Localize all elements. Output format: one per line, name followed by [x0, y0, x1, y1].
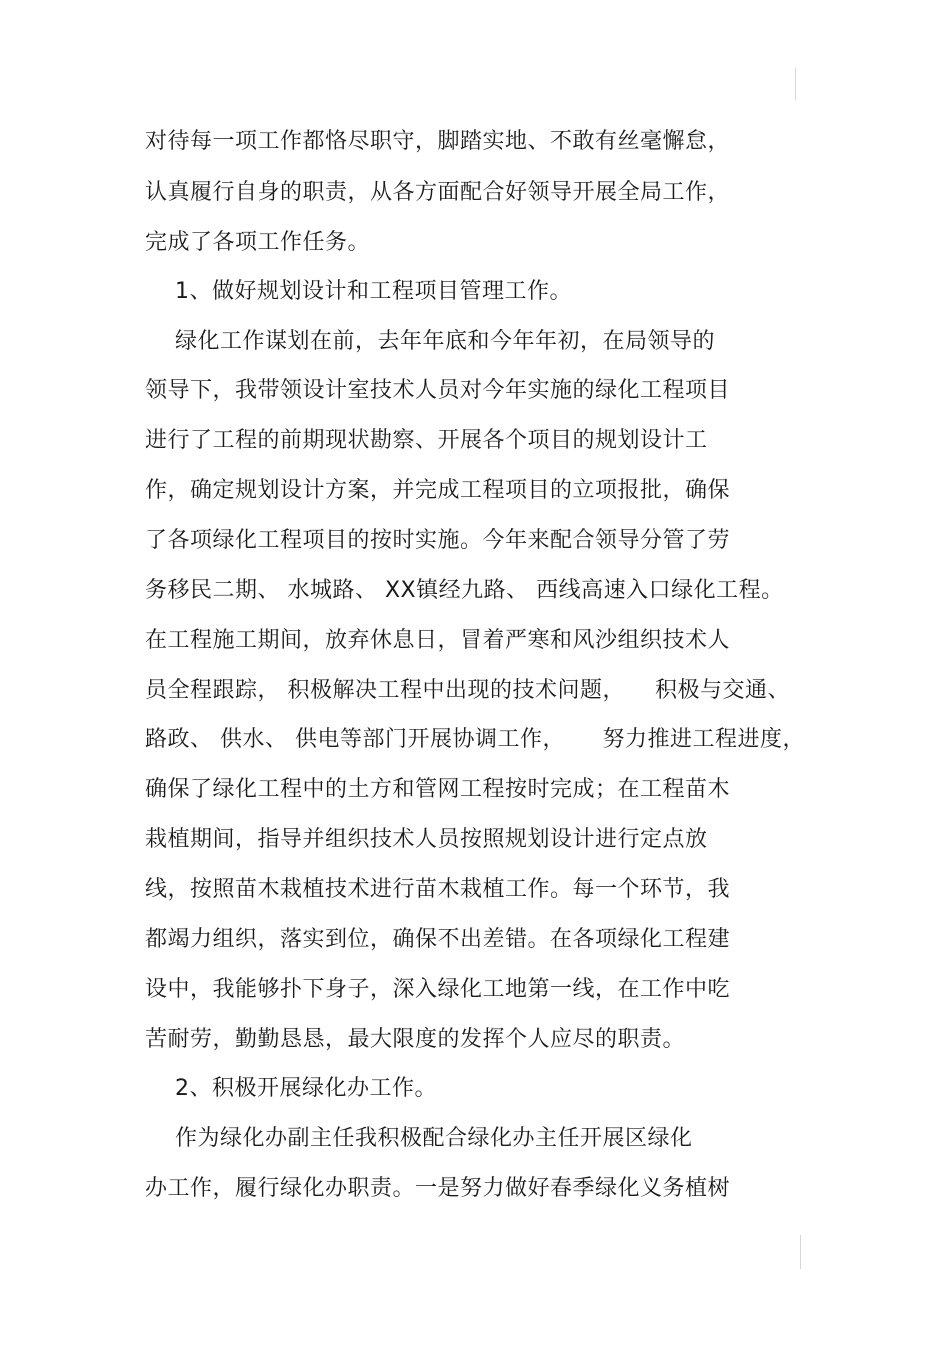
text-line: 绿化工作谋划在前，去年年底和今年年初，在局领导的	[145, 329, 715, 354]
text-line: 都竭力组织，落实到位，确保不出差错。在各项绿化工程建	[145, 927, 731, 952]
text-line: 完成了各项工作任务。	[145, 230, 371, 255]
text-line: 对待每一项工作都恪尽职守，脚踏实地、不敢有丝毫懈怠，	[145, 129, 731, 154]
text-line: 务移民二期、 水城路、 XX镇经九路、 西线高速入口绿化工程。	[145, 578, 784, 603]
section-heading: 1、做好规划设计和工程项目管理工作。	[145, 279, 572, 304]
text-line: 了各项绿化工程项目的按时实施。今年来配合领导分管了劳	[145, 528, 731, 553]
text-line: 领导下，我带领设计室技术人员对今年实施的绿化工程项目	[145, 378, 731, 403]
text-line: 确保了绿化工程中的土方和管网工程按时完成；在工程苗木	[145, 777, 731, 802]
text-line: 员全程跟踪， 积极解决工程中出现的技术问题， 积极与交通、	[145, 678, 790, 703]
section-heading: 2、积极开展绿化办工作。	[145, 1076, 437, 1101]
page-edge-mark-top	[795, 68, 796, 100]
text-line: 栽植期间，指导并组织技术人员按照规划设计进行定点放	[145, 827, 708, 852]
text-line: 设中，我能够扑下身子，深入绿化工地第一线，在工作中吃	[145, 977, 731, 1002]
text-line: 作为绿化办副主任我积极配合绿化办主任开展区绿化	[145, 1126, 693, 1151]
text-line: 认真履行自身的职责，从各方面配合好领导开展全局工作，	[145, 180, 731, 205]
page-edge-mark-bottom	[800, 1235, 801, 1269]
text-line: 苦耐劳，勤勤恳恳，最大限度的发挥个人应尽的职责。	[145, 1027, 686, 1052]
text-line: 在工程施工期间，放弃休息日，冒着严寒和风沙组织技术人	[145, 628, 731, 653]
text-line: 线，按照苗木栽植技术进行苗木栽植工作。每一个环节，我	[145, 877, 731, 902]
text-line: 办工作，履行绿化办职责。一是努力做好春季绿化义务植树	[145, 1176, 731, 1201]
text-line: 路政、 供水、 供电等部门开展协调工作， 努力推进工程进度，	[145, 727, 805, 752]
text-line: 作，确定规划设计方案，并完成工程项目的立项报批，确保	[145, 478, 731, 503]
text-line: 进行了工程的前期现状勘察、开展各个项目的规划设计工	[145, 428, 708, 453]
